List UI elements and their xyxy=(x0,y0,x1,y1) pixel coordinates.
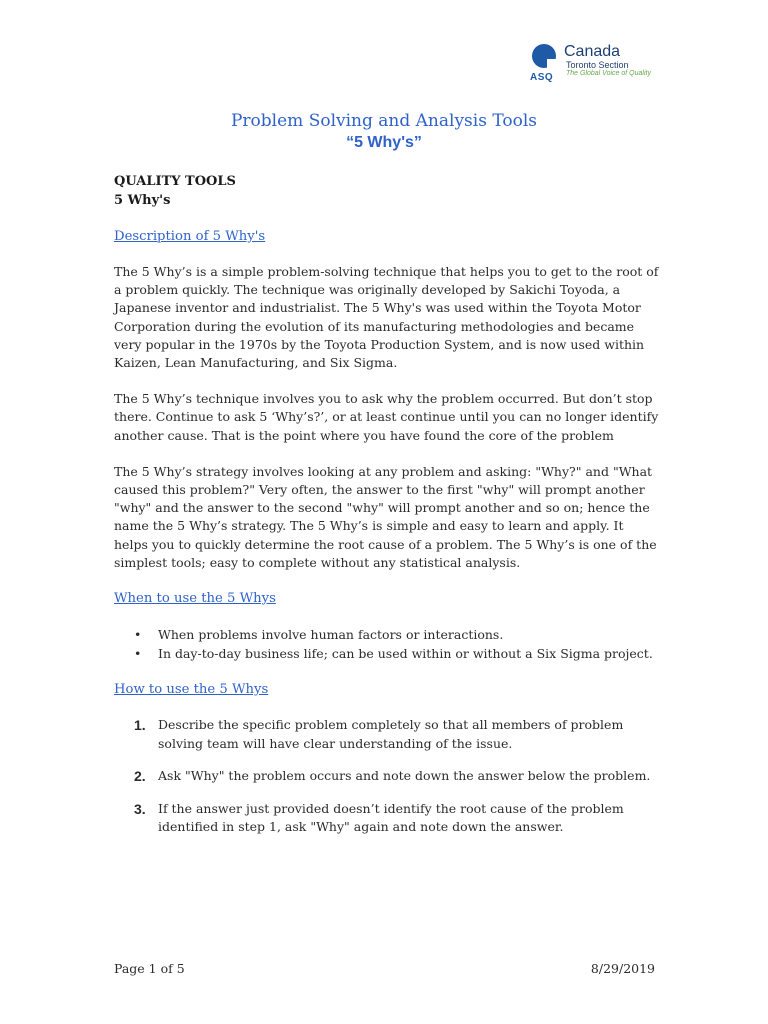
bullet-icon: • xyxy=(134,646,142,662)
how-to-use-steps xyxy=(114,716,659,837)
quality-tools-label: QUALITY TOOLS xyxy=(114,174,236,189)
asq-logo xyxy=(530,44,710,94)
step-item xyxy=(114,716,659,753)
description-paragraph-3: The 5 Why’s strategy involves looking at any problem and asking: "Why?" and "What caused this problem?" Very often, the answer to the first "why" will prompt another "why" and the answer to the second "why" will prompt another and so on; hence the name the 5 Why’s strategy. The 5 Why’s is simple and easy to learn and apply. It helps you to quickly determine the root cause of a problem. The 5 Why’s is one of the simplest tools; easy to complete without any statistical analysis. xyxy=(114,463,657,570)
description-heading-link[interactable]: Description of 5 Why's xyxy=(114,229,266,244)
step-text: Ask "Why" the problem occurs and note down the answer below the problem. xyxy=(158,768,651,784)
asq-logo-mark-icon xyxy=(530,44,560,94)
step-number: 2. xyxy=(134,768,146,785)
tool-name-label: 5 Why's xyxy=(114,193,171,208)
step-item xyxy=(114,767,659,786)
list-item xyxy=(114,644,659,663)
when-to-use-heading-link[interactable]: When to use the 5 Whys xyxy=(114,591,276,607)
step-number: 1. xyxy=(134,717,146,734)
logo-asq-text: ASQ xyxy=(530,72,554,83)
step-text: If the answer just provided doesn’t identify the root cause of the problem identified in step 1, ask "Why" again and note down the answer. xyxy=(158,800,624,835)
how-to-use-heading-link[interactable]: How to use the 5 Whys xyxy=(114,682,269,698)
step-text: Describe the specific problem completely so that all members of problem solving team will have clear understanding of the issue. xyxy=(158,717,624,751)
document-date: 8/29/2019 xyxy=(590,961,655,976)
document-subtitle: “5 Why's” xyxy=(346,134,422,151)
logo-tagline: The Global Voice of Quality xyxy=(566,70,651,78)
bullet-icon: • xyxy=(134,627,142,643)
logo-text xyxy=(564,44,651,78)
description-paragraph-1: The 5 Why’s is a simple problem-solving technique that helps you to get to the root of a problem quickly. The technique was originally developed by Sakichi Toyoda, a Japanese inventor and industrialist. The 5 Why's was used within the Toyota Motor Corporation during the evolution of its manufacturing methodologies and became very popular in the 1970s by the Toyota Production System, and is now used within Kaizen, Lean Manufacturing, and Six Sigma. xyxy=(114,264,659,371)
step-number: 3. xyxy=(134,800,146,817)
list-item xyxy=(114,625,659,644)
document-body xyxy=(114,172,659,851)
when-to-use-list xyxy=(114,625,659,663)
page-number: Page 1 of 5 xyxy=(114,961,185,976)
logo-name: Canada xyxy=(564,43,621,60)
description-paragraph-2: The 5 Why’s technique involves you to ask why the problem occurred. But don’t stop there. Continue to ask 5 ‘Why’s?’, or at least continue until you can no longer identify another cause. That is the point where you have found the core of the problem xyxy=(114,391,659,443)
document-title: Problem Solving and Analysis Tools xyxy=(230,111,537,131)
logo-section: Toronto Section xyxy=(566,59,629,70)
list-item-text: When problems involve human factors or interactions. xyxy=(158,627,504,643)
list-item-text: In day-to-day business life; can be used within or without a Six Sigma project. xyxy=(158,646,653,662)
step-item xyxy=(114,800,659,837)
